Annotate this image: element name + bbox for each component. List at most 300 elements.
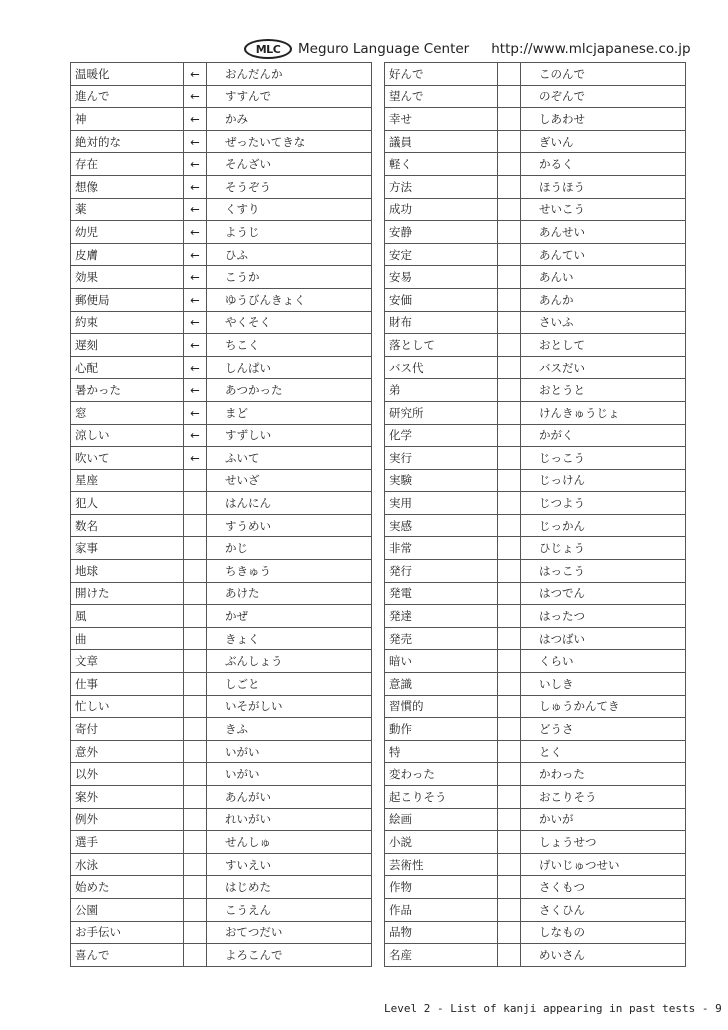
arrow-cell <box>184 740 207 763</box>
kanji-cell: 犯人 <box>71 492 184 515</box>
arrow-cell <box>184 786 207 809</box>
vocab-row <box>385 198 686 221</box>
vocab-row <box>385 311 686 334</box>
kanji-cell: 忙しい <box>71 695 184 718</box>
reading-cell: はっこう <box>521 560 686 583</box>
reading-cell: おてつだい <box>207 921 372 944</box>
kanji-cell: 窓 <box>71 401 184 424</box>
reading-cell: ほうほう <box>521 175 686 198</box>
kanji-cell: 発電 <box>385 582 498 605</box>
reading-cell: はんにん <box>207 492 372 515</box>
vocab-row <box>71 876 372 899</box>
arrow-cell <box>184 582 207 605</box>
kanji-cell: 安定 <box>385 243 498 266</box>
vocab-row <box>71 288 372 311</box>
arrow-cell <box>498 944 521 967</box>
reading-cell: じっけん <box>521 469 686 492</box>
vocab-row <box>385 379 686 402</box>
reading-cell: ぎいん <box>521 130 686 153</box>
arrow-cell <box>498 266 521 289</box>
arrow-cell <box>498 876 521 899</box>
reading-cell: いしき <box>521 673 686 696</box>
kanji-cell: 作品 <box>385 898 498 921</box>
vocab-row <box>71 492 372 515</box>
arrow-cell <box>498 108 521 131</box>
reading-cell: しなもの <box>521 921 686 944</box>
vocab-row <box>71 537 372 560</box>
arrow-cell <box>498 63 521 86</box>
vocab-row <box>71 650 372 673</box>
vocab-row <box>385 876 686 899</box>
reading-cell: けんきゅうじょ <box>521 401 686 424</box>
kanji-cell: 品物 <box>385 921 498 944</box>
vocab-row <box>71 786 372 809</box>
reading-cell: こうか <box>207 266 372 289</box>
vocab-row <box>385 537 686 560</box>
reading-cell: すすんで <box>207 85 372 108</box>
arrow-cell <box>498 560 521 583</box>
arrow-cell <box>498 582 521 605</box>
vocab-row <box>385 175 686 198</box>
vocab-row <box>71 311 372 334</box>
kanji-cell: 案外 <box>71 786 184 809</box>
kanji-cell: 存在 <box>71 153 184 176</box>
kanji-cell: 喜んで <box>71 944 184 967</box>
reading-cell: かがく <box>521 424 686 447</box>
arrow-cell <box>184 831 207 854</box>
reading-cell: ようじ <box>207 221 372 244</box>
arrow-cell <box>498 492 521 515</box>
reading-cell: れいがい <box>207 808 372 831</box>
kanji-cell: お手伝い <box>71 921 184 944</box>
kanji-cell: 軽く <box>385 153 498 176</box>
reading-cell: しんぱい <box>207 356 372 379</box>
vocab-row <box>385 831 686 854</box>
vocab-row <box>385 63 686 86</box>
vocab-row <box>385 108 686 131</box>
kanji-cell: 水泳 <box>71 853 184 876</box>
vocab-row <box>71 447 372 470</box>
reading-cell: まど <box>207 401 372 424</box>
page-header <box>244 38 691 60</box>
arrow-cell <box>184 673 207 696</box>
kanji-cell: 発行 <box>385 560 498 583</box>
kanji-cell: 安易 <box>385 266 498 289</box>
vocab-row <box>71 379 372 402</box>
reading-cell: はつでん <box>521 582 686 605</box>
kanji-cell: 暗い <box>385 650 498 673</box>
kanji-cell: 心配 <box>71 356 184 379</box>
arrow-cell <box>498 334 521 357</box>
arrow-cell <box>184 718 207 741</box>
arrow-cell <box>498 514 521 537</box>
kanji-cell: 以外 <box>71 763 184 786</box>
vocab-row <box>71 175 372 198</box>
reading-cell: おとして <box>521 334 686 357</box>
kanji-cell: 方法 <box>385 175 498 198</box>
reading-cell: ふいて <box>207 447 372 470</box>
vocab-row <box>385 627 686 650</box>
vocab-row <box>385 492 686 515</box>
reading-cell: すいえい <box>207 853 372 876</box>
kanji-cell: 選手 <box>71 831 184 854</box>
arrow-cell <box>498 718 521 741</box>
arrow-cell: ← <box>184 175 207 198</box>
vocab-row <box>71 266 372 289</box>
kanji-cell: 化学 <box>385 424 498 447</box>
reading-cell: しょうせつ <box>521 831 686 854</box>
kanji-cell: 動作 <box>385 718 498 741</box>
vocab-row <box>385 898 686 921</box>
vocab-row <box>385 605 686 628</box>
arrow-cell: ← <box>184 221 207 244</box>
reading-cell: せいこう <box>521 198 686 221</box>
arrow-cell <box>498 921 521 944</box>
kanji-cell: 効果 <box>71 266 184 289</box>
kanji-cell: 風 <box>71 605 184 628</box>
arrow-cell <box>498 356 521 379</box>
vocab-row <box>71 514 372 537</box>
vocab-row <box>71 853 372 876</box>
reading-cell: どうさ <box>521 718 686 741</box>
arrow-cell <box>498 469 521 492</box>
kanji-cell: 芸術性 <box>385 853 498 876</box>
kanji-cell: 地球 <box>71 560 184 583</box>
reading-cell: あんてい <box>521 243 686 266</box>
reading-cell: いがい <box>207 740 372 763</box>
reading-cell: バスだい <box>521 356 686 379</box>
arrow-cell <box>498 288 521 311</box>
vocab-row <box>385 786 686 809</box>
kanji-cell: 神 <box>71 108 184 131</box>
vocab-row <box>71 401 372 424</box>
vocab-row <box>71 153 372 176</box>
reading-cell: ゆうびんきょく <box>207 288 372 311</box>
arrow-cell: ← <box>184 63 207 86</box>
arrow-cell <box>184 650 207 673</box>
reading-cell: きょく <box>207 627 372 650</box>
arrow-cell <box>498 221 521 244</box>
kanji-cell: 落として <box>385 334 498 357</box>
kanji-cell: 寄付 <box>71 718 184 741</box>
kanji-cell: 数名 <box>71 514 184 537</box>
kanji-cell: 習慣的 <box>385 695 498 718</box>
reading-cell: しゅうかんてき <box>521 695 686 718</box>
reading-cell: くすり <box>207 198 372 221</box>
kanji-cell: 郵便局 <box>71 288 184 311</box>
arrow-cell <box>498 831 521 854</box>
kanji-cell: 望んで <box>385 85 498 108</box>
reading-cell: のぞんで <box>521 85 686 108</box>
reading-cell: くらい <box>521 650 686 673</box>
vocab-row <box>385 650 686 673</box>
reading-cell: やくそく <box>207 311 372 334</box>
vocab-row <box>385 401 686 424</box>
vocab-row <box>385 356 686 379</box>
vocab-row <box>385 130 686 153</box>
arrow-cell <box>184 514 207 537</box>
arrow-cell <box>498 311 521 334</box>
reading-cell: こうえん <box>207 898 372 921</box>
kanji-cell: バス代 <box>385 356 498 379</box>
arrow-cell: ← <box>184 334 207 357</box>
vocab-row <box>71 763 372 786</box>
arrow-cell <box>498 786 521 809</box>
vocab-row <box>385 944 686 967</box>
arrow-cell: ← <box>184 447 207 470</box>
vocab-row <box>71 560 372 583</box>
kanji-cell: 実用 <box>385 492 498 515</box>
reading-cell: すうめい <box>207 514 372 537</box>
reading-cell: このんで <box>521 63 686 86</box>
reading-cell: かるく <box>521 153 686 176</box>
arrow-cell <box>498 424 521 447</box>
vocab-row <box>385 560 686 583</box>
arrow-cell: ← <box>184 288 207 311</box>
arrow-cell <box>498 673 521 696</box>
arrow-cell <box>184 469 207 492</box>
kanji-cell: 変わった <box>385 763 498 786</box>
reading-cell: かじ <box>207 537 372 560</box>
kanji-cell: 実感 <box>385 514 498 537</box>
vocab-row <box>385 288 686 311</box>
reading-cell: おこりそう <box>521 786 686 809</box>
vocab-row <box>71 63 372 86</box>
arrow-cell <box>184 808 207 831</box>
arrow-cell <box>498 853 521 876</box>
reading-cell: かみ <box>207 108 372 131</box>
vocab-row <box>385 266 686 289</box>
arrow-cell <box>498 153 521 176</box>
kanji-cell: 発売 <box>385 627 498 650</box>
reading-cell: さいふ <box>521 311 686 334</box>
arrow-cell: ← <box>184 311 207 334</box>
vocab-row <box>385 85 686 108</box>
vocab-row <box>385 514 686 537</box>
reading-cell: あんせい <box>521 221 686 244</box>
reading-cell: よろこんで <box>207 944 372 967</box>
arrow-cell <box>184 605 207 628</box>
kanji-cell: 意外 <box>71 740 184 763</box>
center-url[interactable]: http://www.mlcjapanese.co.jp <box>491 41 691 57</box>
vocab-row <box>385 921 686 944</box>
kanji-cell: 皮膚 <box>71 243 184 266</box>
arrow-cell <box>498 650 521 673</box>
arrow-cell: ← <box>184 153 207 176</box>
kanji-cell: 意識 <box>385 673 498 696</box>
arrow-cell <box>498 401 521 424</box>
vocab-row <box>71 221 372 244</box>
reading-cell: かいが <box>521 808 686 831</box>
kanji-cell: 安価 <box>385 288 498 311</box>
arrow-cell <box>498 130 521 153</box>
arrow-cell: ← <box>184 356 207 379</box>
vocab-row <box>71 921 372 944</box>
kanji-cell: 小説 <box>385 831 498 854</box>
kanji-cell: 名産 <box>385 944 498 967</box>
kanji-cell: 文章 <box>71 650 184 673</box>
kanji-cell: 暑かった <box>71 379 184 402</box>
arrow-cell <box>184 898 207 921</box>
vocab-row <box>385 469 686 492</box>
vocab-row <box>385 695 686 718</box>
kanji-cell: 家事 <box>71 537 184 560</box>
reading-cell: おんだんか <box>207 63 372 86</box>
reading-cell: せんしゅ <box>207 831 372 854</box>
vocab-row <box>385 153 686 176</box>
kanji-cell: 実行 <box>385 447 498 470</box>
kanji-cell: 安静 <box>385 221 498 244</box>
arrow-cell <box>184 876 207 899</box>
vocab-row <box>385 424 686 447</box>
kanji-cell: 開けた <box>71 582 184 605</box>
arrow-cell <box>498 605 521 628</box>
kanji-cell: 涼しい <box>71 424 184 447</box>
vocab-row <box>71 627 372 650</box>
reading-cell: かわった <box>521 763 686 786</box>
reading-cell: とく <box>521 740 686 763</box>
kanji-cell: 進んで <box>71 85 184 108</box>
kanji-cell: 実験 <box>385 469 498 492</box>
arrow-cell <box>498 447 521 470</box>
vocab-row <box>385 582 686 605</box>
kanji-cell: 約束 <box>71 311 184 334</box>
vocab-row <box>385 673 686 696</box>
vocab-row <box>71 695 372 718</box>
arrow-cell <box>498 537 521 560</box>
arrow-cell: ← <box>184 401 207 424</box>
reading-cell: はったつ <box>521 605 686 628</box>
vocab-row <box>385 334 686 357</box>
reading-cell: せいざ <box>207 469 372 492</box>
kanji-cell: 絵画 <box>385 808 498 831</box>
kanji-cell: 幸せ <box>385 108 498 131</box>
arrow-cell <box>498 763 521 786</box>
arrow-cell <box>498 85 521 108</box>
reading-cell: じっかん <box>521 514 686 537</box>
vocab-row <box>71 469 372 492</box>
reading-cell: めいさん <box>521 944 686 967</box>
kanji-cell: 薬 <box>71 198 184 221</box>
kanji-cell: 曲 <box>71 627 184 650</box>
vocab-row <box>71 108 372 131</box>
arrow-cell <box>498 198 521 221</box>
page-footer: Level 2 - List of kanji appearing in past tests - 9 <box>384 1002 722 1015</box>
arrow-cell <box>498 627 521 650</box>
vocab-row <box>71 831 372 854</box>
vocab-row <box>71 356 372 379</box>
reading-cell: さくひん <box>521 898 686 921</box>
vocab-row <box>385 740 686 763</box>
kanji-cell: 弟 <box>385 379 498 402</box>
arrow-cell: ← <box>184 108 207 131</box>
vocab-row <box>71 740 372 763</box>
arrow-cell: ← <box>184 198 207 221</box>
vocab-row <box>385 853 686 876</box>
vocab-row <box>385 243 686 266</box>
arrow-cell <box>184 921 207 944</box>
arrow-cell: ← <box>184 85 207 108</box>
arrow-cell <box>498 379 521 402</box>
center-name: Meguro Language Center <box>298 41 470 57</box>
reading-cell: ぜったいてきな <box>207 130 372 153</box>
arrow-cell <box>498 243 521 266</box>
kanji-cell: 仕事 <box>71 673 184 696</box>
vocab-row <box>385 221 686 244</box>
arrow-cell <box>498 175 521 198</box>
kanji-cell: 幼児 <box>71 221 184 244</box>
vocab-row <box>385 447 686 470</box>
vocab-row <box>71 582 372 605</box>
reading-cell: おとうと <box>521 379 686 402</box>
right-vocab-table <box>384 62 686 967</box>
kanji-cell: 温暖化 <box>71 63 184 86</box>
vocab-row <box>71 130 372 153</box>
arrow-cell <box>498 695 521 718</box>
arrow-cell <box>184 627 207 650</box>
kanji-cell: 好んで <box>385 63 498 86</box>
reading-cell: かぜ <box>207 605 372 628</box>
vocab-row <box>71 808 372 831</box>
vocab-row <box>71 898 372 921</box>
vocab-row <box>71 424 372 447</box>
vocab-row <box>71 944 372 967</box>
arrow-cell: ← <box>184 379 207 402</box>
arrow-cell <box>184 492 207 515</box>
kanji-cell: 遅刻 <box>71 334 184 357</box>
reading-cell: あんい <box>521 266 686 289</box>
reading-cell: あんがい <box>207 786 372 809</box>
reading-cell: ちこく <box>207 334 372 357</box>
reading-cell: ひじょう <box>521 537 686 560</box>
reading-cell: ひふ <box>207 243 372 266</box>
reading-cell: さくもつ <box>521 876 686 899</box>
reading-cell: いそがしい <box>207 695 372 718</box>
reading-cell: じつよう <box>521 492 686 515</box>
kanji-cell: 絶対的な <box>71 130 184 153</box>
reading-cell: すずしい <box>207 424 372 447</box>
arrow-cell <box>498 898 521 921</box>
reading-cell: そうぞう <box>207 175 372 198</box>
arrow-cell <box>498 740 521 763</box>
arrow-cell <box>498 808 521 831</box>
arrow-cell <box>184 944 207 967</box>
reading-cell: あけた <box>207 582 372 605</box>
reading-cell: いがい <box>207 763 372 786</box>
kanji-cell: 財布 <box>385 311 498 334</box>
reading-cell: しあわせ <box>521 108 686 131</box>
vocab-row <box>71 605 372 628</box>
kanji-cell: 起こりそう <box>385 786 498 809</box>
kanji-cell: 想像 <box>71 175 184 198</box>
arrow-cell: ← <box>184 266 207 289</box>
kanji-cell: 作物 <box>385 876 498 899</box>
kanji-cell: 吹いて <box>71 447 184 470</box>
left-vocab-table <box>70 62 372 967</box>
vocab-row <box>71 243 372 266</box>
reading-cell: ちきゅう <box>207 560 372 583</box>
arrow-cell: ← <box>184 130 207 153</box>
reading-cell: はじめた <box>207 876 372 899</box>
kanji-cell: 星座 <box>71 469 184 492</box>
reading-cell: あんか <box>521 288 686 311</box>
kanji-cell: 例外 <box>71 808 184 831</box>
reading-cell: げいじゅつせい <box>521 853 686 876</box>
reading-cell: そんざい <box>207 153 372 176</box>
reading-cell: あつかった <box>207 379 372 402</box>
vocab-row <box>71 85 372 108</box>
kanji-cell: 議員 <box>385 130 498 153</box>
